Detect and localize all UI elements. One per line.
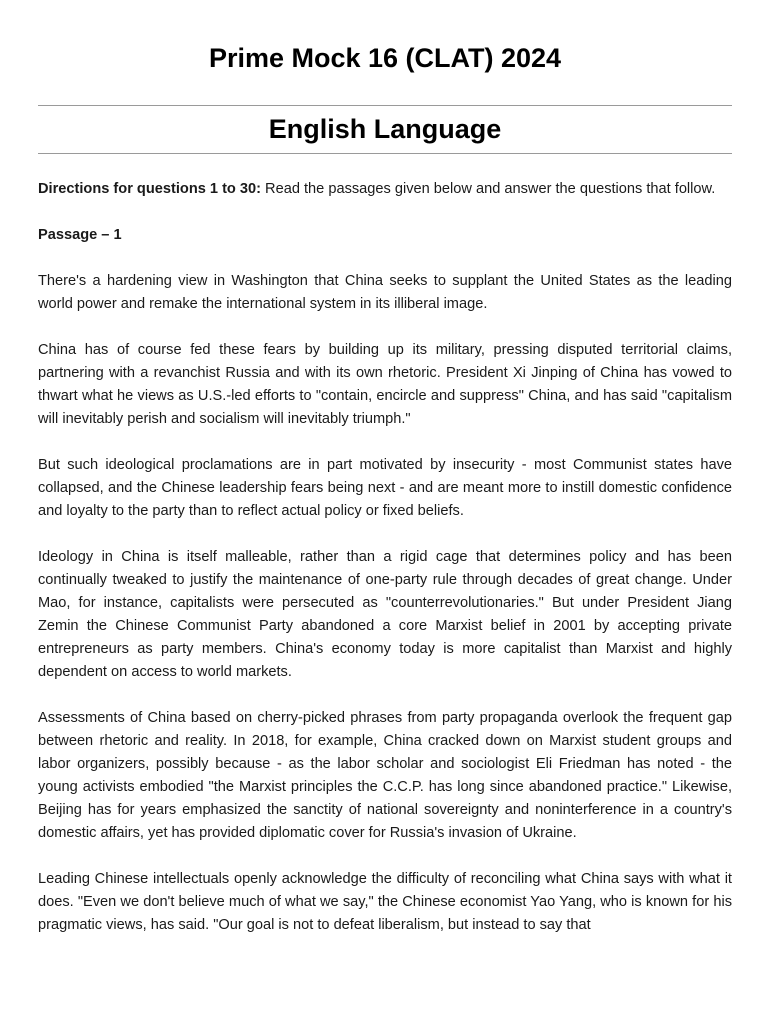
section-divider [38, 153, 732, 154]
directions [38, 178, 732, 201]
paragraph: Ideology in China is itself malleable, rather than a rigid cage that determines policy and has been continually tweaked to justify the maintenance of one-party rule through decades of great change. Under Mao, for instance, capitalists were persecuted as "counterrevolutionaries." But under President Jiang Zemin the Chinese Communist Party abandoned a core Marxist belief in 2001 by accepting private entrepreneurs as party members. China's economy today is more capitalist than Marxist and highly dependent on access to world markets. [38, 549, 732, 680]
document-body [38, 178, 732, 960]
paragraph: But such ideological proclamations are in part motivated by insecurity - most Communist states have collapsed, and the Chinese leadership fears being next - and are meant more to instill domestic confidence and loyalty to the party than to reflect actual policy or fixed beliefs. [38, 457, 732, 519]
paragraph: Leading Chinese intellectuals openly acknowledge the difficulty of reconciling what China says with what it does. "Even we don't believe much of what we say," the Chinese economist Yao Yang, who is known for his pragmatic views, has said. "Our goal is not to defeat liberalism, but instead to say that [38, 871, 732, 933]
directions-lead: Directions for questions 1 to 30: [38, 181, 261, 197]
passage-label: Passage – 1 [38, 227, 122, 243]
section-title: English Language [268, 114, 502, 144]
document-title: Prime Mock 16 (CLAT) 2024 [208, 43, 562, 73]
paragraph: China has of course fed these fears by building up its military, pressing disputed territorial claims, partnering with a revanchist Russia and with its own rhetoric. President Xi Jinping of China has vowed to thwart what he views as U.S.-led efforts to "contain, encircle and suppress" China, and has said "capitalism will inevitably perish and socialism will inevitably triumph." [38, 342, 732, 427]
directions-text: Read the passages given below and answer the questions that follow. [261, 181, 716, 197]
paragraph: There's a hardening view in Washington that China seeks to supplant the United States as the leading world power and remake the international system in its illiberal image. [38, 273, 732, 312]
title-divider [38, 105, 732, 106]
paragraph: Assessments of China based on cherry-picked phrases from party propaganda overlook the frequent gap between rhetoric and reality. In 2018, for example, China cracked down on Marxist student groups and labor organizers, possibly because - as the labor scholar and sociologist Eli Friedman has noted - the young activists embodied "the Marxist principles the C.C.P. has long since abandoned practice." Likewise, Beijing has for years emphasized the sanctity of national sovereignty and noninterference in a country's domestic affairs, yet has provided diplomatic cover for Russia's invasion of Ukraine. [38, 710, 732, 841]
